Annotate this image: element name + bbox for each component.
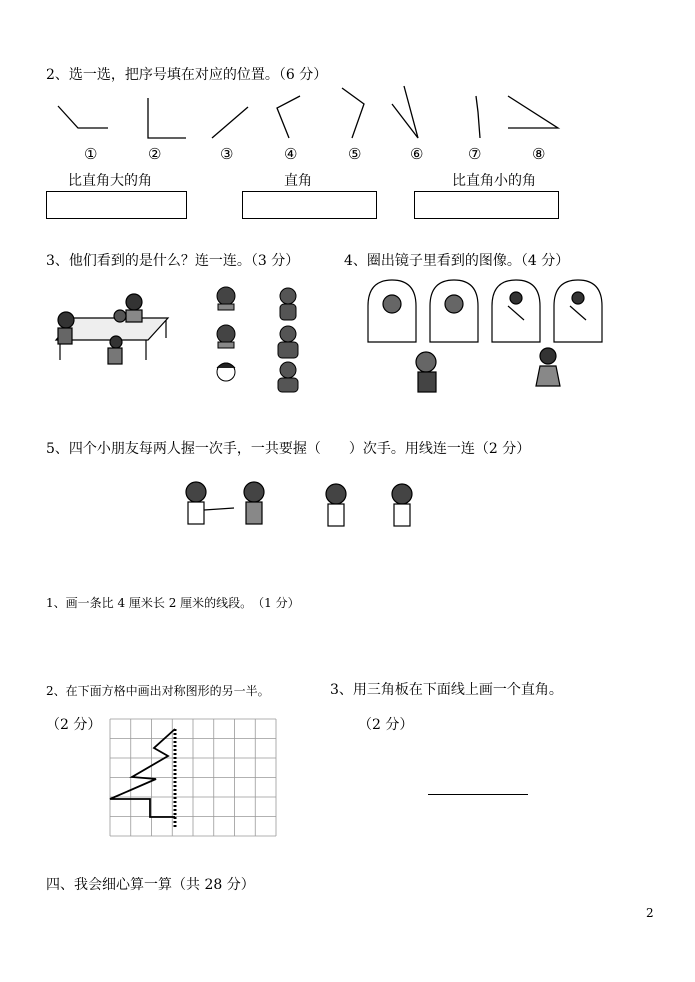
angle-number-4: ④ <box>284 145 298 163</box>
category-right-label: 直角 <box>284 173 312 189</box>
category-obtuse-label: 比直角大的角 <box>68 173 152 189</box>
mirror-images <box>362 276 612 396</box>
draw-q2-title: 2、在下面方格中画出对称图形的另一半。 <box>46 684 270 698</box>
category-acute-label: 比直角小的角 <box>452 173 536 189</box>
mirror-3 <box>492 280 540 342</box>
angle-5 <box>342 88 364 138</box>
answer-box-right[interactable] <box>242 191 377 219</box>
symmetry-grid[interactable] <box>110 719 280 839</box>
angle-number-6: ⑥ <box>410 145 424 163</box>
angle-6 <box>392 86 418 138</box>
angle-number-3: ③ <box>220 145 234 163</box>
draw-q3-score: （2 分） <box>358 717 414 733</box>
q4-title: 4、圈出镜子里看到的图像。（4 分） <box>344 253 570 269</box>
angle-number-1: ① <box>84 145 98 163</box>
answer-line[interactable] <box>428 794 528 795</box>
page-number: 2 <box>646 906 654 920</box>
angle-2 <box>148 98 186 138</box>
draw-q3-title: 3、用三角板在下面线上画一个直角。 <box>330 682 563 698</box>
half-figure <box>110 729 175 817</box>
doll-views-column <box>264 284 314 394</box>
four-children-image <box>176 478 436 538</box>
answer-box-acute[interactable] <box>414 191 559 219</box>
draw-q1-title: 1、画一条比 4 厘米长 2 厘米的线段。 （1 分） <box>46 596 300 610</box>
angle-8 <box>508 96 558 128</box>
q3-title: 3、他们看到的是什么？连一连。（3 分） <box>46 253 300 269</box>
angle-number-5: ⑤ <box>348 145 362 163</box>
q5-title: 5、四个小朋友每两人握一次手，一共要握（ ）次手。用线连一连（2 分） <box>46 441 531 457</box>
angle-1 <box>58 106 108 128</box>
angle-4 <box>277 96 300 138</box>
draw-q2-score: （2 分） <box>46 717 102 733</box>
angle-7 <box>476 96 480 138</box>
child-views-column <box>208 284 248 394</box>
angle-number-2: ② <box>148 145 162 163</box>
angle-number-8: ⑧ <box>532 145 546 163</box>
angle-3-lines <box>212 107 248 138</box>
section4-title: 四、我会细心算一算（共 28 分） <box>46 877 255 893</box>
mirror-4 <box>554 280 602 342</box>
angle-number-7: ⑦ <box>468 145 482 163</box>
children-at-table-image <box>46 290 176 380</box>
answer-box-obtuse[interactable] <box>46 191 187 219</box>
q2-title: 2、选一选，把序号填在对应的位置。（6 分） <box>46 67 328 83</box>
